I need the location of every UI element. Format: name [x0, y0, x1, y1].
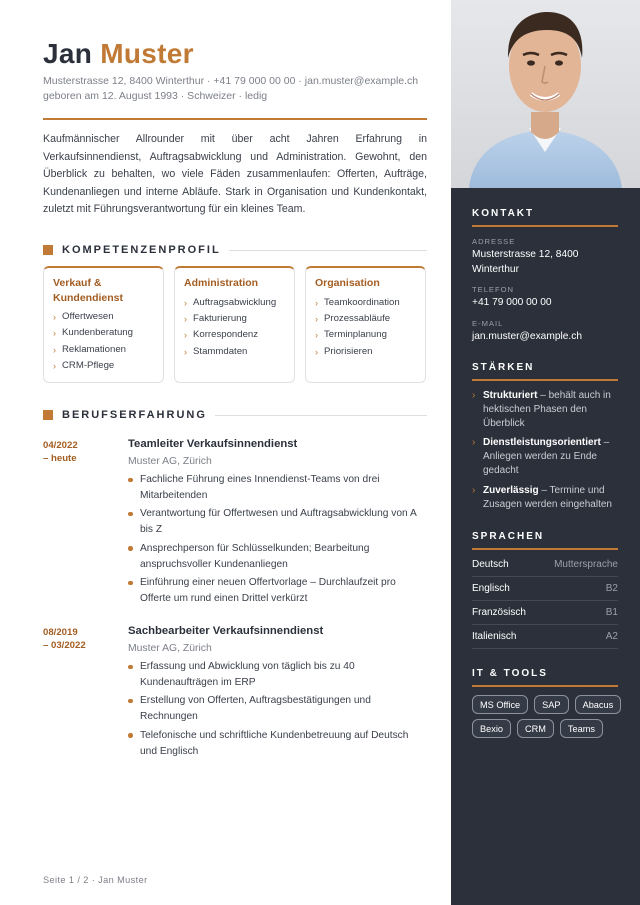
competency-card [305, 266, 426, 383]
job-company: Muster AG, Zürich [128, 456, 212, 467]
tool-tags [472, 695, 622, 738]
chevron-right-icon: › [53, 328, 56, 339]
chevron-right-icon: › [315, 330, 318, 341]
job-title: Teamleiter Verkaufsinnendienst [128, 438, 298, 450]
competencies-heading [43, 243, 427, 257]
job-bullet: Erstellung von Offerten, Auftragsbestätigungen und Rechnungen [128, 693, 427, 724]
portrait-image [451, 0, 640, 188]
contact-line: Musterstrasse 12, 8400 Winterthur · +41 79 000 00 00 · jan.muster@example.ch [43, 75, 419, 87]
contact-heading: KONTAKT [472, 208, 535, 219]
competencies-title: KOMPETENZENPROFIL [62, 244, 221, 256]
tool-tag: CRM [517, 719, 554, 738]
card-item: › Terminplanung [315, 327, 416, 343]
section-square-icon [43, 245, 53, 255]
tool-tag: Abacus [575, 695, 622, 714]
experience-heading [43, 408, 427, 422]
profile-summary: Kaufmännischer Allrounder mit über acht Jahren Erfahrung in Verkaufsinnendienst, Auftragsabwicklung und Administration. Gewohnt, den Überblick zu behalten, wo viele Fäden zusammenlaufen: Offerten, Aufträge, Kundenanliegen und interne Abläufe. Stark in Organisation und Kundenkontakt, zuletzt mit Führungsverantwortung für ein kleines Team. [43, 133, 427, 216]
card-title: Organisation [315, 277, 380, 289]
tool-tag: Bexio [472, 719, 511, 738]
experience-title: BERUFSERFAHRUNG [62, 409, 207, 421]
chevron-right-icon: › [184, 313, 187, 324]
section-square-icon [43, 410, 53, 420]
language-row: Deutsch Muttersprache [472, 553, 618, 577]
language-row: Italienisch A2 [472, 625, 618, 649]
strength-item: › Dienstleistungsorientiert – Anliegen werden zu Ende gedacht [472, 437, 610, 476]
card-item: › Reklamationen [53, 342, 154, 358]
card-item: › Stammdaten [184, 344, 285, 360]
chevron-right-icon: › [184, 330, 187, 341]
bullet-dot-icon [128, 478, 133, 483]
bullet-dot-icon [128, 546, 133, 551]
chevron-right-icon: › [472, 390, 476, 401]
job-bullet: Verantwortung für Offertwesen und Auftragsabwicklung von A bis Z [128, 506, 427, 537]
personal-info [43, 74, 418, 104]
job-bullet: Einführung einer neuen Offertvorlage – Durchlaufzeit pro Offerte um rund einen Drittel verkürzt [128, 575, 427, 606]
phone-label: TELEFON [472, 285, 515, 294]
card-item: › Teamkoordination [315, 295, 416, 311]
card-item: › Prozessabläufe [315, 311, 416, 327]
candidate-name [43, 38, 194, 70]
bullet-dot-icon [128, 512, 133, 517]
strengths-heading: STÄRKEN [472, 362, 535, 373]
email-value[interactable]: jan.muster@example.ch [472, 331, 582, 342]
card-item: › Kundenberatung [53, 325, 154, 341]
profile-photo [451, 0, 640, 188]
chevron-right-icon: › [315, 313, 318, 324]
job-period: 08/2019 – 03/2022 [43, 627, 86, 651]
chevron-right-icon: › [315, 346, 318, 357]
phone-value[interactable]: +41 79 000 00 00 [472, 297, 552, 308]
chevron-right-icon: › [53, 344, 56, 355]
address-label: ADRESSE [472, 237, 516, 246]
contact-rule [472, 225, 618, 227]
strength-item: › Zuverlässig – Termine und Zusagen werden eingehalten [472, 485, 612, 510]
bullet-dot-icon [128, 581, 133, 586]
competency-cards [43, 266, 427, 383]
tool-tag: Teams [560, 719, 603, 738]
card-title: Administration [184, 277, 259, 289]
language-row: Französisch B1 [472, 601, 618, 625]
tool-tag: MS Office [472, 695, 528, 714]
strength-item: › Strukturiert – behält auch in hektischen Phasen den Überblick [472, 390, 611, 429]
language-row: Englisch B2 [472, 577, 618, 601]
card-item: › CRM-Pflege [53, 358, 154, 374]
job-title: Sachbearbeiter Verkaufsinnendienst [128, 625, 324, 637]
job-bullet: Erfassung und Abwicklung von täglich bis zu 40 Kundenaufträgen im ERP [128, 659, 427, 690]
chevron-right-icon: › [184, 297, 187, 308]
birth-line: geboren am 12. August 1993 · Schweizer · ledig [43, 90, 268, 102]
sidebar [451, 0, 640, 905]
languages-rule [472, 548, 618, 550]
chevron-right-icon: › [53, 361, 56, 372]
job-period: 04/2022 – heute [43, 440, 78, 464]
strengths-rule [472, 379, 618, 381]
first-name: Jan [43, 38, 93, 69]
page-footer: Seite 1 / 2 · Jan Muster [43, 875, 148, 885]
chevron-right-icon: › [315, 297, 318, 308]
job-company: Muster AG, Zürich [128, 643, 212, 654]
card-item: › Fakturierung [184, 311, 285, 327]
tools-heading: IT & TOOLS [472, 668, 548, 679]
section-line [229, 250, 427, 251]
card-item: › Priorisieren [315, 344, 416, 360]
card-title: Verkauf & Kundendienst [53, 277, 123, 304]
last-name: Muster [100, 38, 194, 69]
header-divider [43, 118, 427, 120]
job-bullet: Fachliche Führung eines Innendienst-Teams von drei Mitarbeitenden [128, 472, 427, 503]
card-item: › Offertwesen [53, 309, 154, 325]
tool-tag: SAP [534, 695, 568, 714]
competency-card [43, 266, 164, 383]
card-item: › Korrespondenz [184, 327, 285, 343]
email-label: E-MAIL [472, 319, 504, 328]
bullet-dot-icon [128, 665, 133, 670]
competency-card [174, 266, 295, 383]
card-item: › Auftragsabwicklung [184, 295, 285, 311]
section-line [215, 415, 427, 416]
languages-heading: SPRACHEN [472, 531, 545, 542]
chevron-right-icon: › [53, 312, 56, 322]
bullet-dot-icon [128, 733, 133, 738]
tools-rule [472, 685, 618, 687]
chevron-right-icon: › [184, 346, 187, 357]
job-bullet: Telefonische und schriftliche Kundenbetreuung auf Deutsch und Englisch [128, 728, 427, 759]
chevron-right-icon: › [472, 485, 476, 496]
bullet-dot-icon [128, 699, 133, 704]
address-value: Musterstrasse 12, 8400 Winterthur [472, 249, 579, 275]
chevron-right-icon: › [472, 437, 476, 448]
job-bullet: Ansprechperson für Schlüsselkunden; Bearbeitung anspruchsvoller Kundenanliegen [128, 541, 427, 572]
